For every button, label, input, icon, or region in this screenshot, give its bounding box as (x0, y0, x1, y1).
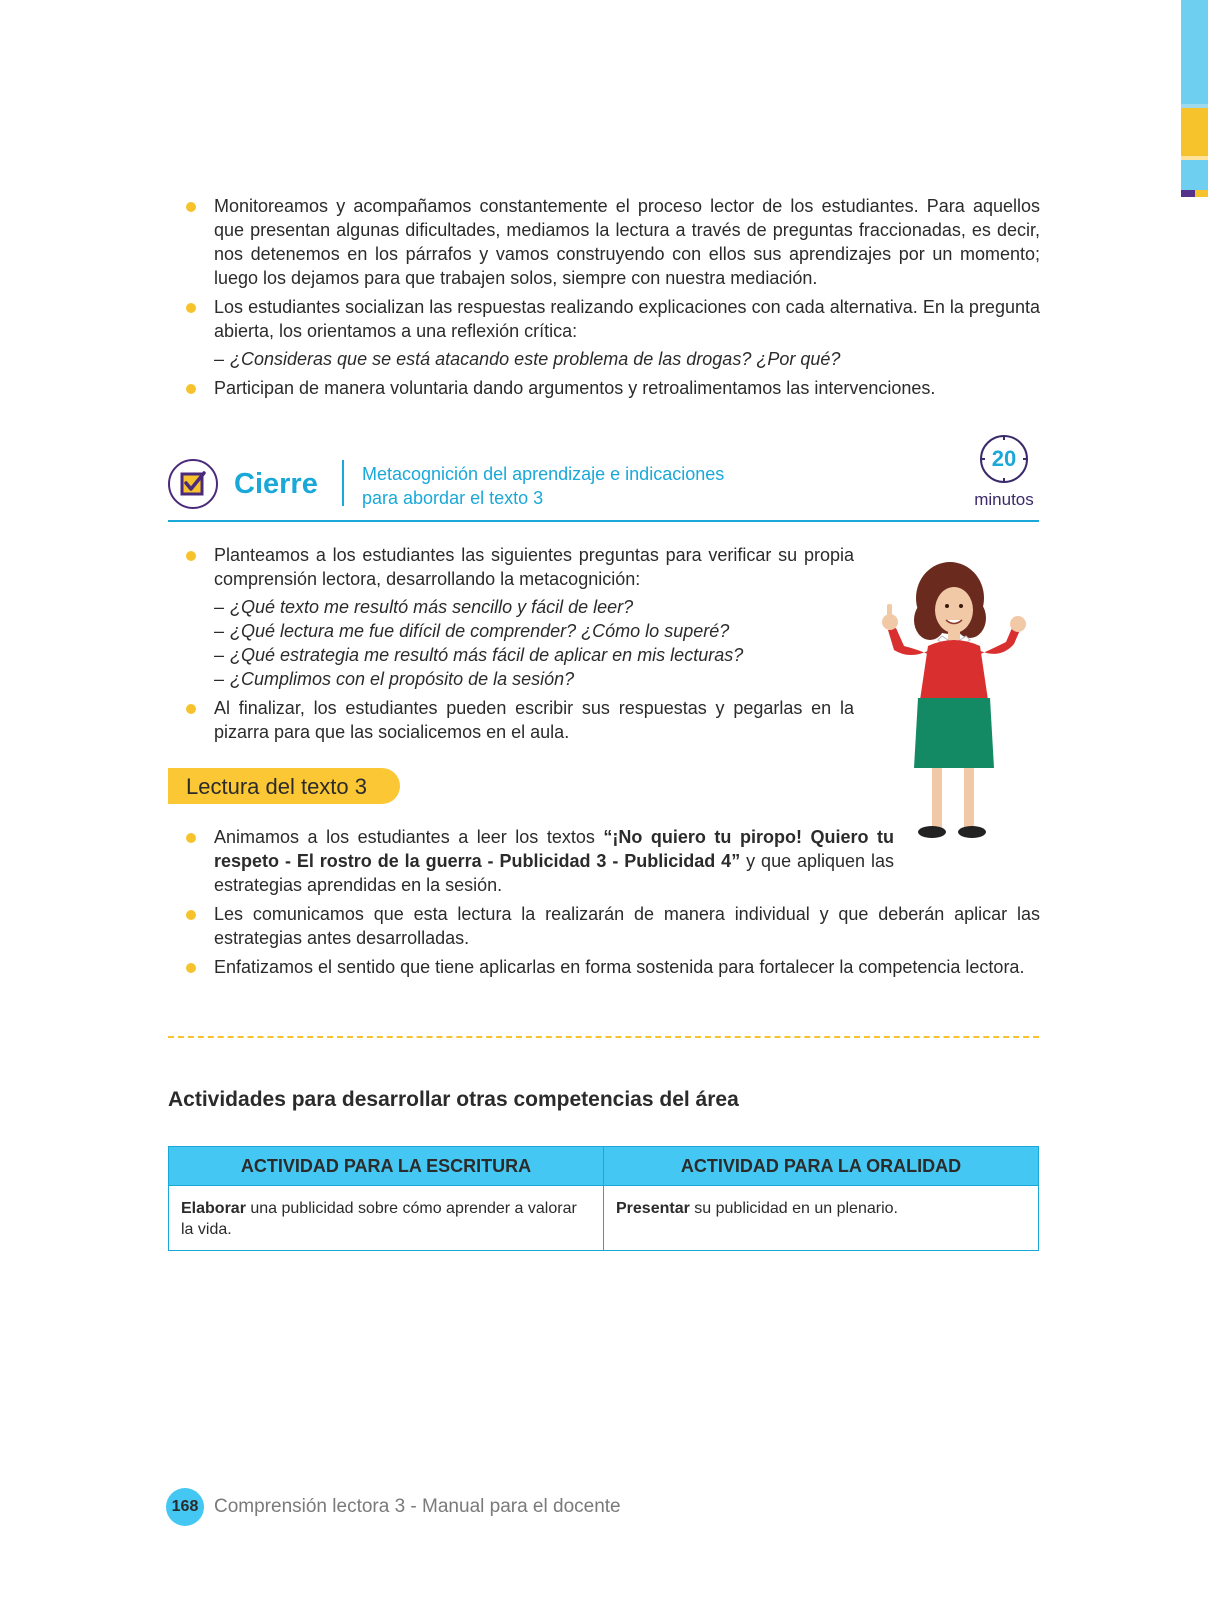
edge-tab-yellow (1181, 108, 1208, 156)
list-item: Les comunicamos que esta lectura la realizarán de manera individual y que deberán aplicar las estrategias antes desarrolladas. (186, 902, 1040, 950)
list-item: Enfatizamos el sentido que tiene aplicarlas en forma sostenida para fortalecer la competencia lectora. (186, 955, 1040, 979)
minutes-label: minutos (974, 490, 1034, 509)
edge-tab-yellow (1195, 190, 1208, 197)
sub-question: – ¿Consideras que se está atacando este problema de las drogas? ¿Por qué? (214, 349, 841, 369)
section-description: Metacognición del aprendizaje e indicaciones para abordar el texto 3 (362, 464, 725, 508)
list-item: Al finalizar, los estudiantes pueden escribir sus respuestas y pegarlas en la pizarra para que las socialicemos en el aula. (186, 696, 854, 744)
table-cell: Elaborar una publicidad sobre cómo aprender a valorar la vida. (169, 1186, 604, 1251)
sub-question: – ¿Qué lectura me fue difícil de comprender? ¿Cómo lo superé? (214, 621, 730, 641)
column-header: ACTIVIDAD PARA LA ORALIDAD (604, 1147, 1039, 1186)
edge-tab-blue (1181, 160, 1208, 190)
bullet-dot-icon (186, 963, 196, 973)
list-item: Planteamos a los estudiantes las siguientes preguntas para verificar su propia comprensión lectora, desarrollando la metacognición: – ¿Qué texto me resultó más sencillo y fácil de leer? – ¿Qué lectura me fue difícil de comprender? ¿Cómo lo superé? – ¿Qué estrategia me resultó más fácil de aplicar en mis lecturas? – ¿Cumplimos con el propósito de la sesión? (186, 543, 854, 691)
activities-heading: Actividades para desarrollar otras competencias del área (168, 1088, 739, 1111)
bullet-dot-icon (186, 384, 196, 394)
lectura-bullet-list (186, 825, 1040, 984)
bullet-dot-icon (186, 910, 196, 920)
activities-table (168, 1146, 1039, 1251)
sub-question: – ¿Qué estrategia me resultó más fácil de aplicar en mis lecturas? (214, 645, 744, 665)
dashed-divider (168, 1036, 1039, 1038)
table-row (169, 1186, 1039, 1251)
list-item: Participan de manera voluntaria dando argumentos y retroalimentamos las intervenciones. (186, 376, 1040, 400)
sub-question: – ¿Cumplimos con el propósito de la sesión? (214, 669, 575, 689)
divider (342, 460, 344, 506)
list-item: Animamos a los estudiantes a leer los textos “¡No quiero tu piropo! Quiero tu respeto - El rostro de la guerra - Publicidad 3 - Publicidad 4” y que apliquen las estrategias aprendidas en la sesión. (186, 825, 894, 897)
intro-bullet-list (186, 194, 1040, 405)
bullet-dot-icon (186, 303, 196, 313)
list-item: Monitoreamos y acompañamos constantemente el proceso lector de los estudiantes. Para aquellos que presentan algunas dificultades, mediamos la lectura a través de preguntas fraccionadas, es decir, nos detenemos en los párrafos y vamos construyendo con ellos sus aprendizajes por un momento; luego los dejamos para que trabajen solos, siempre con nuestra mediación. (186, 194, 1040, 290)
bullet-dot-icon (186, 551, 196, 561)
cierre-bullet-list (186, 543, 854, 749)
checkbox-icon (168, 459, 218, 509)
sub-question: – ¿Qué texto me resultó más sencillo y fácil de leer? (214, 597, 634, 617)
bullet-dot-icon (186, 833, 196, 843)
page-number: 168 (166, 1488, 204, 1526)
teacher-illustration (880, 560, 1050, 850)
list-item: Los estudiantes socializan las respuestas realizando explicaciones con cada alternativa. En la pregunta abierta, los orientamos a una reflexión crítica: – ¿Consideras que se está atacando este problema de las drogas? ¿Por qué? (186, 295, 1040, 371)
section-pill-title: Lectura del texto 3 (186, 774, 368, 799)
section-title: Cierre (234, 468, 318, 500)
minutes-value: 20 (991, 446, 1017, 471)
column-header: ACTIVIDAD PARA LA ESCRITURA (169, 1147, 604, 1186)
edge-tab-blue (1181, 0, 1208, 104)
table-cell: Presentar su publicidad en un plenario. (604, 1186, 1039, 1251)
table-header-row (169, 1147, 1039, 1186)
edge-tab-purple (1181, 190, 1195, 197)
section-rule (168, 520, 1039, 522)
bullet-dot-icon (186, 202, 196, 212)
bullet-dot-icon (186, 704, 196, 714)
footer-title: Comprensión lectora 3 - Manual para el docente (214, 1496, 621, 1517)
